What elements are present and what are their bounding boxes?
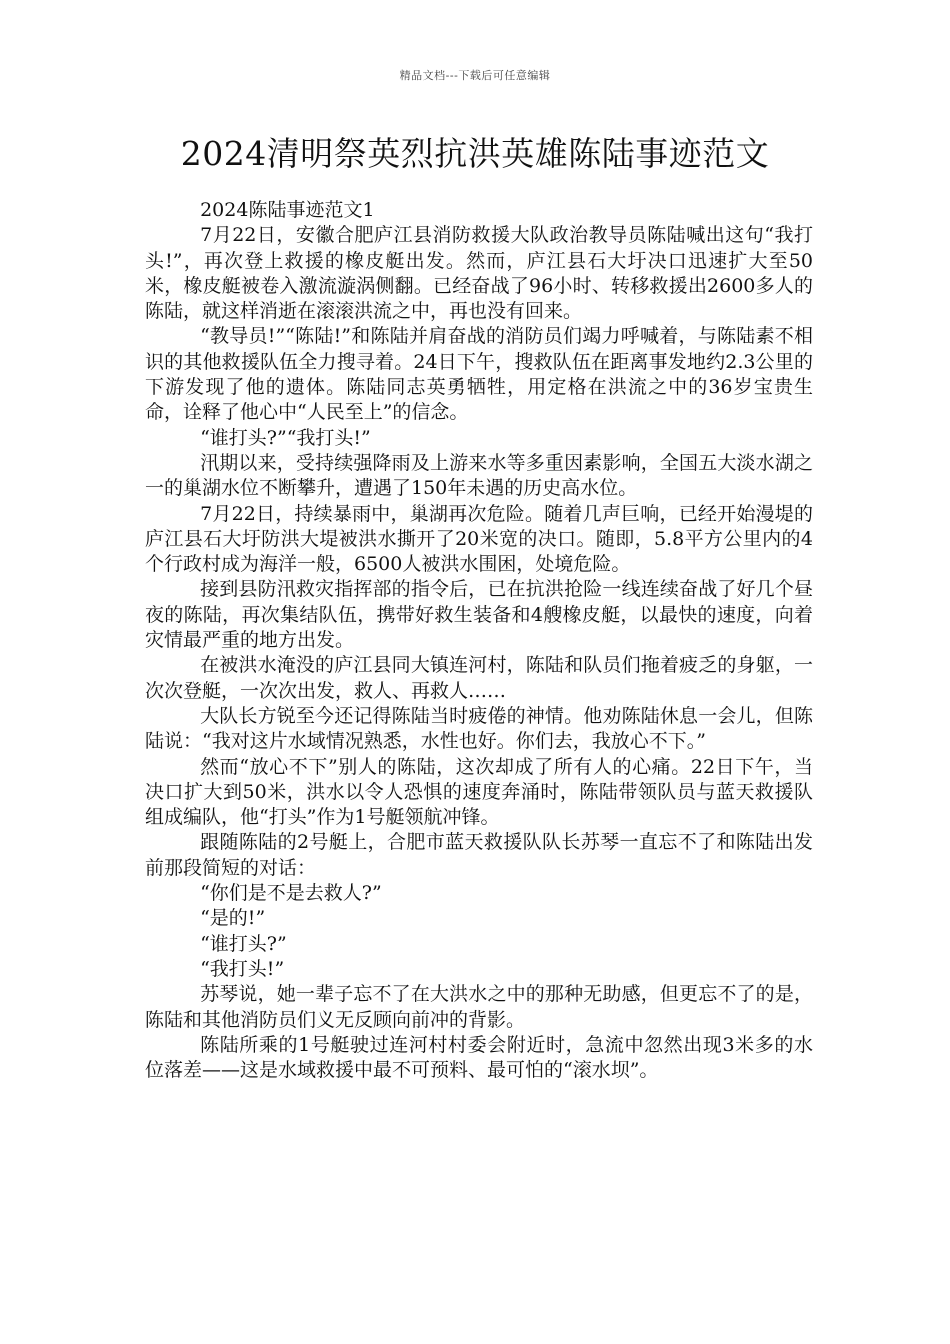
paragraph: 跟随陈陆的2号艇上，合肥市蓝天救援队队长苏琴一直忘不了和陈陆出发前那段简短的对话： bbox=[145, 831, 813, 879]
header-note: 精品文档---下载后可任意编辑 bbox=[399, 69, 551, 82]
paragraph: 汛期以来，受持续强降雨及上游来水等多重因素影响，全国五大淡水湖之一的巢湖水位不断攀升，遭遇了150年未遇的历史高水位。 bbox=[145, 451, 813, 500]
paragraph: “教导员!”“陈陆!”和陈陆并肩奋战的消防员们竭力呼喊着，与陈陆素不相识的其他救援队伍全力搜寻着。24日下午，搜救队伍在距离事发地约2.3公里的下游发现了他的遗体。陈陆同志英勇牺牲，用定格在洪流之中的36岁宝贵生命，诠释了他心中“人民至上”的信念。 bbox=[145, 325, 813, 424]
paragraph: 陈陆所乘的1号艇驶过连河村村委会附近时，急流中忽然出现3米多的水位落差——这是水域救援中最不可预料、最可怕的“滚水坝”。 bbox=[145, 1033, 813, 1082]
dialogue-line: “谁打头?” bbox=[200, 932, 287, 955]
dialogue-line: “是的!” bbox=[200, 907, 266, 930]
document-body bbox=[145, 198, 813, 1083]
paragraph: “谁打头?”“我打头!” bbox=[200, 426, 371, 449]
paragraph: 苏琴说，她一辈子忘不了在大洪水之中的那种无助感，但更忘不了的是，陈陆和其他消防员们义无反顾向前冲的背影。 bbox=[145, 983, 813, 1031]
paragraph: 7月22日，安徽合肥庐江县消防救援大队政治教导员陈陆喊出这句“我打头!”，再次登上救援的橡皮艇出发。然而，庐江县石大圩决口迅速扩大至50米，橡皮艇被卷入激流漩涡侧翻。已经奋战了96小时、转移救援出2600多人的陈陆，就这样消逝在滚滚洪流之中，再也没有回来。 bbox=[145, 224, 813, 323]
paragraph: 大队长方锐至今还记得陈陆当时疲倦的神情。他劝陈陆休息一会儿，但陈陆说：“我对这片水域情况熟悉，水性也好。你们去，我放心不下。” bbox=[145, 704, 813, 753]
dialogue-line: “你们是不是去救人?” bbox=[200, 882, 382, 905]
paragraph: 7月22日，持续暴雨中，巢湖再次危险。随着几声巨响，已经开始漫堤的庐江县石大圩防洪大堤被洪水撕开了20米宽的决口。随即，5.8平方公里内的4个行政村成为海洋一般，6500人被洪水围困，处境危险。 bbox=[145, 502, 813, 576]
section-subtitle: 2024陈陆事迹范文1 bbox=[200, 199, 375, 221]
paragraph: 接到县防汛救灾指挥部的指令后，已在抗洪抢险一线连续奋战了好几个昼夜的陈陆，再次集结队伍，携带好救生装备和4艘橡皮艇，以最快的速度，向着灾情最严重的地方出发。 bbox=[145, 578, 813, 652]
paragraph: 在被洪水淹没的庐江县同大镇连河村，陈陆和队员们拖着疲乏的身躯，一次次登艇，一次次出发，救人、再救人…… bbox=[145, 654, 813, 702]
paragraph: 然而“放心不下”别人的陈陆，这次却成了所有人的心痛。22日下午，当决口扩大到50米，洪水以令人恐惧的速度奔涌时，陈陆带领队员与蓝天救援队组成编队，他“打头”作为1号艇领航冲锋。 bbox=[145, 755, 813, 829]
dialogue-line: “我打头!” bbox=[200, 957, 285, 980]
document-title: 2024清明祭英烈抗洪英雄陈陆事迹范文 bbox=[180, 134, 770, 173]
